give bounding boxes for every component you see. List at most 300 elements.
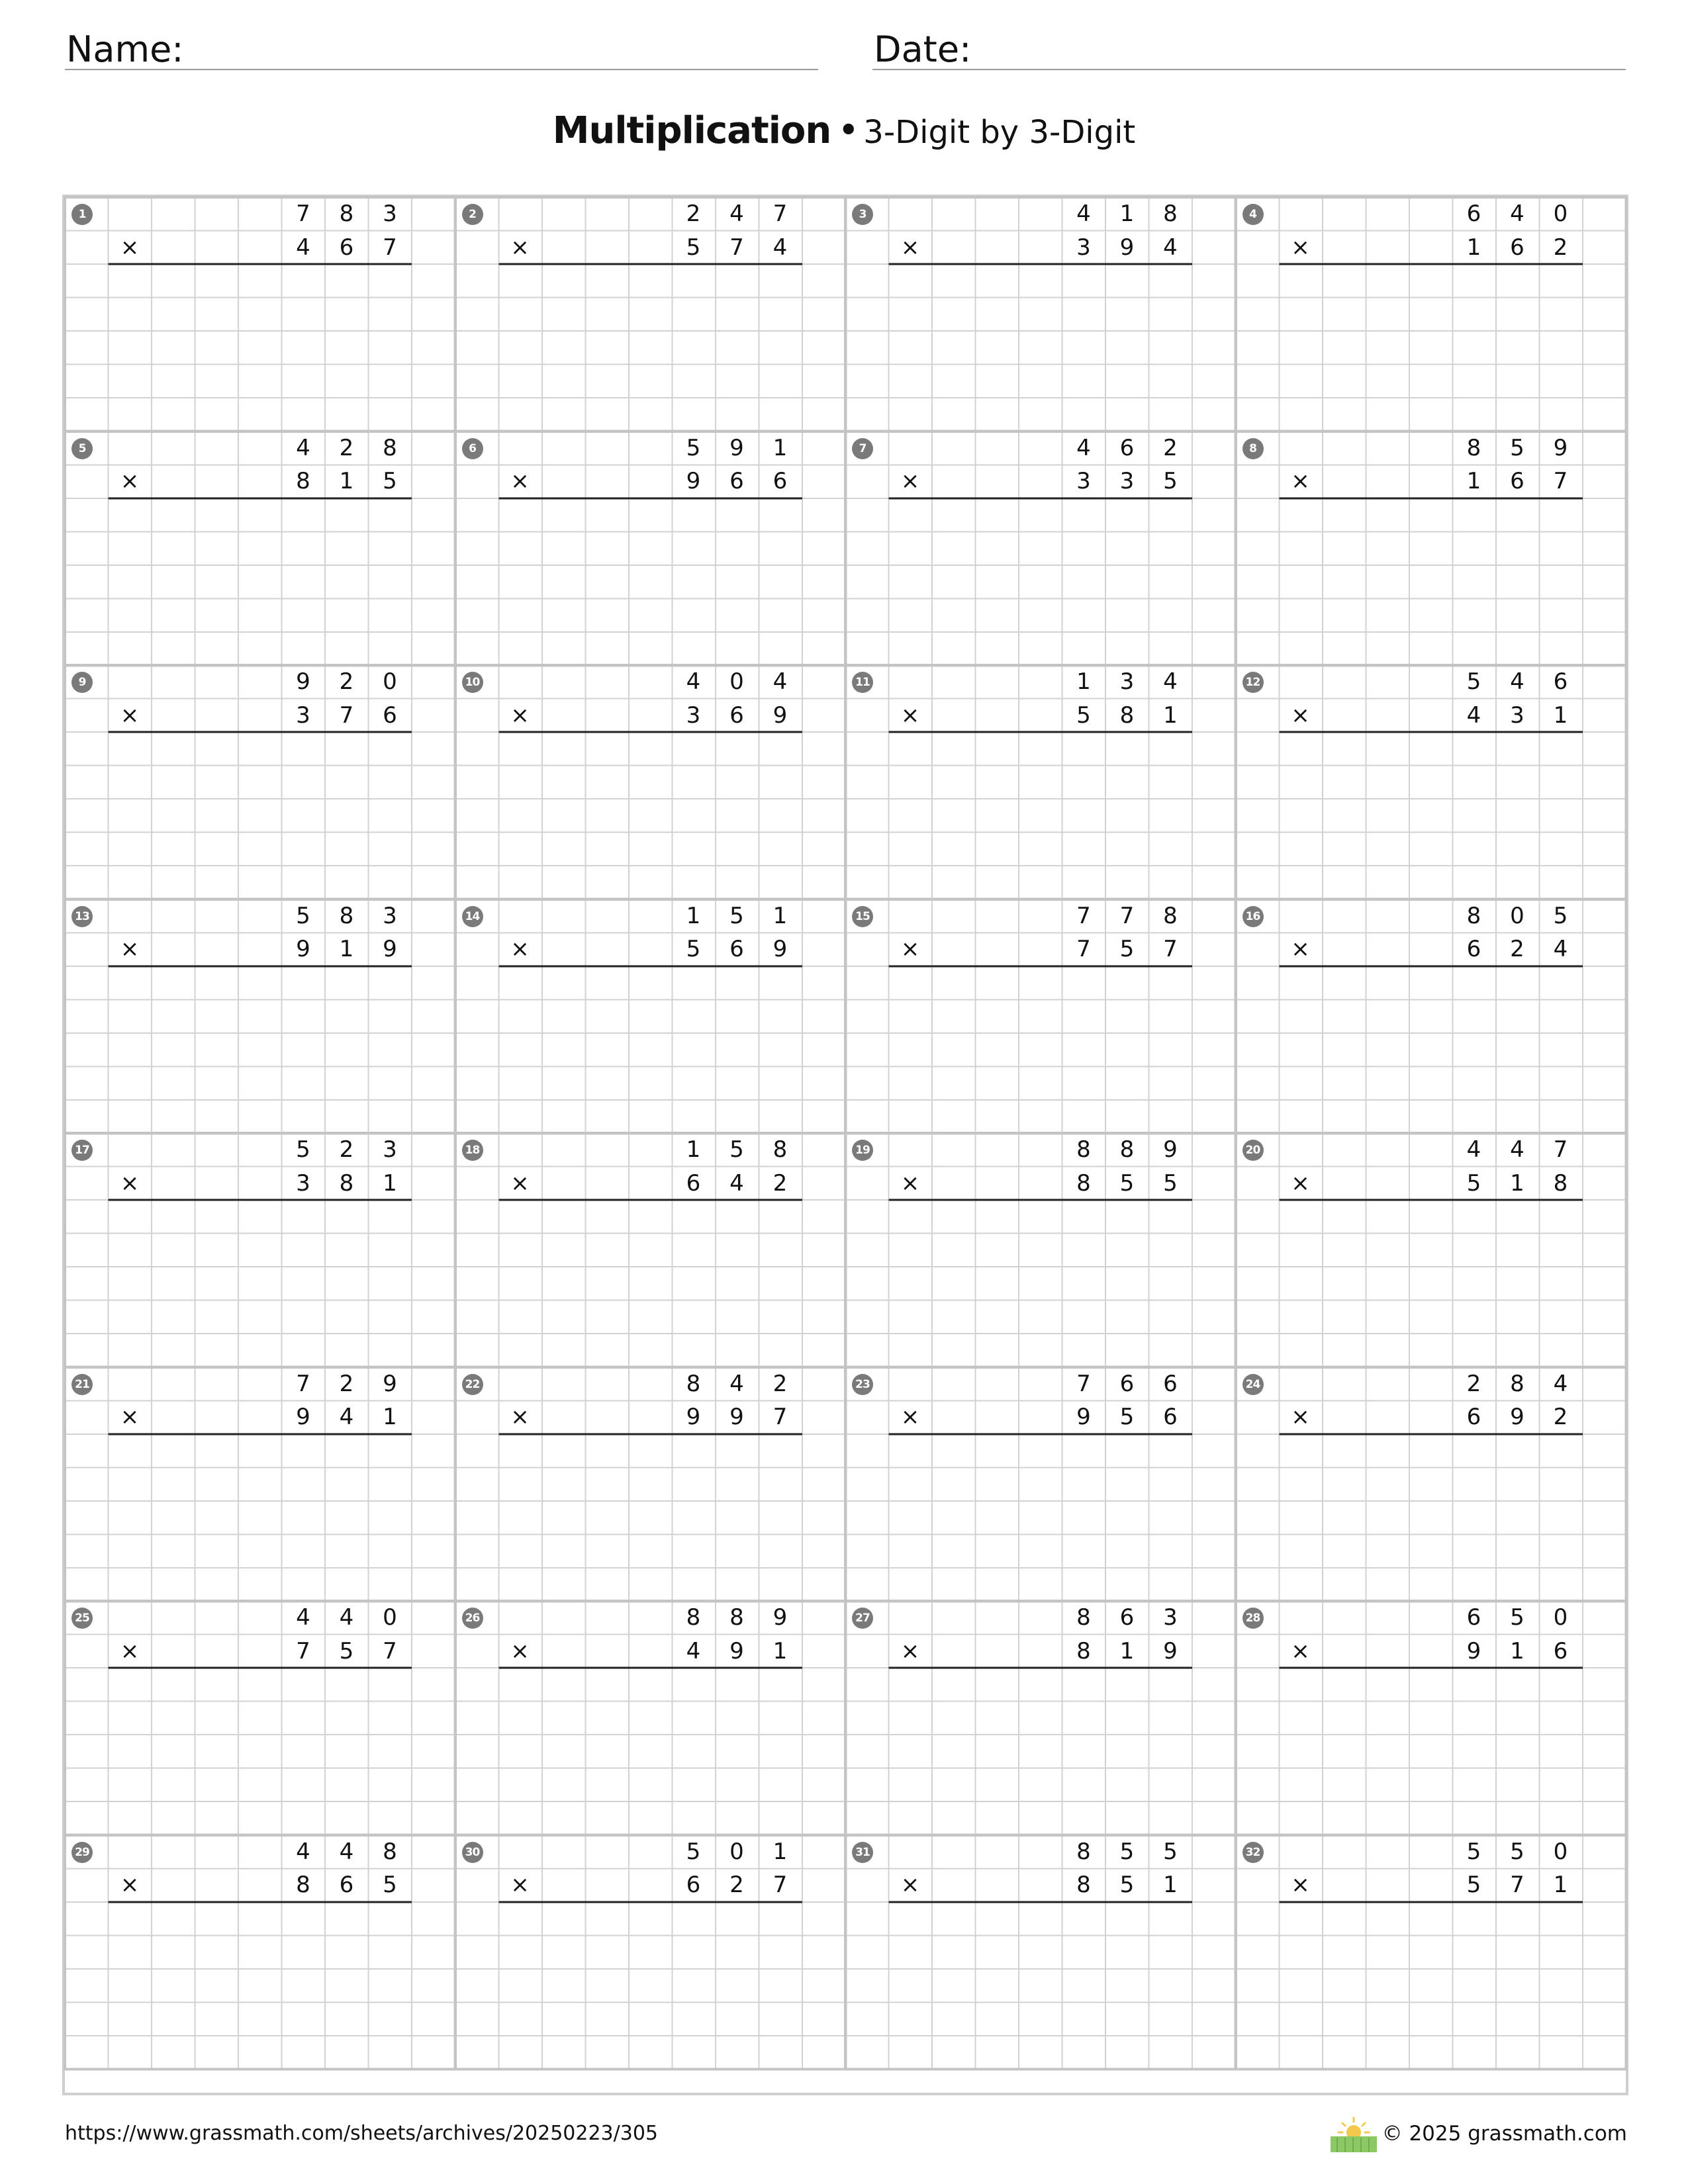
multiplier-digit: 6 — [1466, 1404, 1481, 1430]
multiplicand-digit: 4 — [1510, 1136, 1524, 1163]
answer-workspace[interactable] — [109, 732, 412, 899]
multiplier-digit: 1 — [1466, 234, 1481, 261]
multiply-sign: × — [120, 468, 140, 494]
answer-workspace[interactable] — [889, 966, 1193, 1134]
multiplier-digit: 6 — [1163, 1404, 1178, 1430]
answer-workspace[interactable] — [109, 1200, 412, 1367]
problem-number-badge: 14 — [462, 906, 483, 927]
multiply-sign: × — [1291, 468, 1310, 494]
multiplier-digit: 7 — [296, 1637, 310, 1664]
worksheet-title — [0, 105, 1688, 159]
problem-20 — [1236, 1133, 1626, 1367]
multiplier-digit: 6 — [1510, 234, 1524, 261]
answer-workspace[interactable] — [889, 1434, 1193, 1602]
multiplicand-digit: 0 — [1553, 1838, 1568, 1865]
multiply-sign: × — [510, 1169, 530, 1197]
title-separator: • — [837, 109, 860, 152]
multiplier-digit: 7 — [773, 1404, 788, 1430]
multiply-sign: × — [900, 936, 920, 962]
multiplier-digit: 3 — [296, 1169, 310, 1197]
multiplicand-digit: 0 — [383, 1604, 397, 1631]
multiplicand-digit: 8 — [1510, 1370, 1524, 1397]
multiplier-digit: 6 — [1553, 1637, 1568, 1664]
problem-number-badge: 32 — [1243, 1842, 1264, 1863]
multiplier-digit: 2 — [1510, 936, 1524, 962]
multiply-sign: × — [1291, 1872, 1310, 1898]
multiplier-digit: 5 — [1466, 1872, 1481, 1898]
multiplier-digit: 1 — [1553, 1872, 1568, 1898]
multiplicand-digit: 2 — [773, 1370, 788, 1397]
multiplicand-digit: 8 — [773, 1136, 788, 1163]
multiplier-digit: 5 — [1163, 1169, 1178, 1197]
problem-32 — [1236, 1835, 1626, 2070]
problem-number-badge: 25 — [71, 1608, 93, 1629]
multiplier-digit: 8 — [296, 1872, 310, 1898]
multiplicand-digit: 9 — [1553, 434, 1568, 461]
multiplicand-digit: 4 — [1510, 201, 1524, 227]
answer-workspace[interactable] — [889, 1200, 1193, 1367]
multiplier-digit: 1 — [1510, 1637, 1524, 1664]
problem-number-badge: 2 — [462, 204, 483, 225]
problem-number-badge: 11 — [852, 672, 873, 693]
multiplier-digit: 5 — [383, 1872, 397, 1898]
multiplicand-digit: 6 — [1466, 201, 1481, 227]
name-field[interactable] — [65, 26, 818, 70]
answer-workspace[interactable] — [1279, 498, 1583, 666]
problem-30 — [455, 1835, 846, 2070]
multiplicand-digit: 7 — [296, 1370, 310, 1397]
multiplier-digit: 9 — [296, 936, 310, 962]
multiplier-digit: 9 — [1119, 234, 1135, 261]
problem-21 — [65, 1367, 455, 1602]
answer-workspace[interactable] — [109, 1668, 412, 1835]
multiplier-digit: 4 — [339, 1404, 354, 1430]
multiplier-digit: 1 — [383, 1169, 397, 1197]
multiplicand-digit: 5 — [1510, 1838, 1524, 1865]
multiplicand-digit: 5 — [729, 1136, 744, 1163]
problem-number-badge: 8 — [1243, 438, 1264, 459]
multiplier-digit: 1 — [1163, 702, 1178, 729]
answer-workspace[interactable] — [1279, 1200, 1583, 1367]
multiplicand-digit: 4 — [1510, 668, 1524, 695]
multiplicand-digit: 4 — [1466, 1136, 1481, 1163]
answer-workspace[interactable] — [1279, 1902, 1583, 2070]
multiplier-digit: 7 — [1553, 468, 1568, 494]
multiplicand-digit: 3 — [383, 1136, 397, 1163]
multiplicand-digit: 8 — [686, 1604, 701, 1631]
answer-workspace[interactable] — [109, 498, 412, 666]
problem-29 — [65, 1835, 455, 2070]
problem-number-badge: 5 — [71, 438, 93, 459]
multiplicand-digit: 8 — [1163, 902, 1178, 929]
date-label: Date: — [874, 28, 972, 70]
problem-6 — [455, 432, 846, 666]
multiplier-digit: 3 — [296, 702, 310, 729]
answer-workspace[interactable] — [498, 966, 802, 1134]
problem-number-badge: 4 — [1243, 204, 1264, 225]
multiplier-digit: 8 — [1553, 1169, 1568, 1197]
problem-13 — [65, 899, 455, 1134]
multiplier-digit: 6 — [383, 702, 397, 729]
problem-number-badge: 22 — [462, 1374, 483, 1395]
answer-workspace[interactable] — [109, 966, 412, 1134]
answer-workspace[interactable] — [1279, 264, 1583, 432]
problem-25 — [65, 1601, 455, 1835]
multiplicand-digit: 8 — [1076, 1604, 1091, 1631]
multiply-sign: × — [900, 702, 920, 729]
multiply-sign: × — [1291, 702, 1310, 729]
multiplier-digit: 8 — [296, 468, 310, 494]
multiplier-digit: 4 — [1466, 702, 1481, 729]
multiplier-digit: 3 — [1510, 702, 1524, 729]
multiplier-digit: 1 — [1163, 1872, 1178, 1898]
problem-number-badge: 17 — [71, 1140, 93, 1161]
multiplicand-digit: 6 — [1553, 668, 1568, 695]
multiplier-digit: 7 — [729, 234, 744, 261]
answer-workspace[interactable] — [889, 1668, 1193, 1835]
multiplicand-digit: 5 — [1119, 1838, 1135, 1865]
title-main: Multiplication — [552, 109, 831, 152]
multiplier-digit: 5 — [686, 936, 701, 962]
multiplicand-digit: 8 — [1076, 1136, 1091, 1163]
multiply-sign: × — [900, 1404, 920, 1430]
multiplicand-digit: 5 — [1163, 1838, 1178, 1865]
multiplier-digit: 1 — [1466, 468, 1481, 494]
answer-workspace[interactable] — [498, 1902, 802, 2070]
multiplicand-digit: 1 — [773, 1838, 788, 1865]
problem-9 — [65, 665, 455, 899]
multiplicand-digit: 7 — [296, 201, 310, 227]
multiplicand-digit: 4 — [729, 201, 744, 227]
multiplicand-digit: 6 — [1119, 434, 1135, 461]
multiplicand-digit: 4 — [339, 1604, 354, 1631]
answer-workspace[interactable] — [498, 1200, 802, 1367]
multiplier-digit: 2 — [1553, 234, 1568, 261]
multiplicand-digit: 4 — [773, 668, 788, 695]
problem-19 — [845, 1133, 1236, 1367]
multiplicand-digit: 4 — [339, 1838, 354, 1865]
date-field[interactable] — [872, 26, 1626, 70]
multiplicand-digit: 8 — [729, 1604, 744, 1631]
multiplier-digit: 5 — [1163, 468, 1178, 494]
multiplicand-digit: 9 — [1163, 1136, 1178, 1163]
multiplicand-digit: 3 — [1163, 1604, 1178, 1631]
problem-24 — [1236, 1367, 1626, 1602]
multiplicand-digit: 5 — [686, 1838, 701, 1865]
multiplier-digit: 7 — [383, 1637, 397, 1664]
problem-number-badge: 3 — [852, 204, 873, 225]
multiply-sign: × — [1291, 1169, 1310, 1197]
multiplier-digit: 5 — [1466, 1169, 1481, 1197]
multiplicand-digit: 4 — [1076, 201, 1091, 227]
multiplicand-digit: 7 — [1553, 1136, 1568, 1163]
multiplier-digit: 9 — [729, 1637, 744, 1664]
multiplier-digit: 5 — [686, 234, 701, 261]
problem-number-badge: 12 — [1243, 672, 1264, 693]
multiplier-digit: 1 — [773, 1637, 788, 1664]
multiplier-digit: 9 — [686, 468, 701, 494]
problem-17 — [65, 1133, 455, 1367]
multiplicand-digit: 4 — [296, 434, 310, 461]
answer-workspace[interactable] — [889, 498, 1193, 666]
problem-8 — [1236, 432, 1626, 666]
multiplicand-digit: 4 — [686, 668, 701, 695]
problem-number-badge: 23 — [852, 1374, 873, 1395]
multiplicand-digit: 2 — [1163, 434, 1178, 461]
multiplier-digit: 9 — [1466, 1637, 1481, 1664]
multiply-sign: × — [120, 1404, 140, 1430]
answer-workspace[interactable] — [498, 264, 802, 432]
multiply-sign: × — [510, 234, 530, 261]
multiplicand-digit: 2 — [339, 1136, 354, 1163]
problem-number-badge: 20 — [1243, 1140, 1264, 1161]
multiplicand-digit: 3 — [1119, 668, 1135, 695]
multiplicand-digit: 4 — [296, 1604, 310, 1631]
multiplicand-digit: 0 — [1510, 902, 1524, 929]
multiplier-digit: 5 — [1119, 936, 1135, 962]
multiply-sign: × — [120, 936, 140, 962]
problem-10 — [455, 665, 846, 899]
multiplier-digit: 6 — [773, 468, 788, 494]
multiplier-digit: 6 — [729, 936, 744, 962]
multiplier-digit: 5 — [1119, 1872, 1135, 1898]
multiplicand-digit: 6 — [1119, 1604, 1135, 1631]
multiplicand-digit: 4 — [1076, 434, 1091, 461]
multiplier-digit: 4 — [296, 234, 310, 261]
problem-number-badge: 28 — [1243, 1608, 1264, 1629]
multiplier-digit: 4 — [686, 1637, 701, 1664]
problem-number-badge: 30 — [462, 1842, 483, 1863]
problem-number-badge: 15 — [852, 906, 873, 927]
multiplicand-digit: 3 — [383, 902, 397, 929]
multiplier-digit: 9 — [1076, 1404, 1091, 1430]
multiplicand-digit: 5 — [686, 434, 701, 461]
problem-16 — [1236, 899, 1626, 1134]
multiplier-digit: 1 — [1553, 702, 1568, 729]
multiply-sign: × — [120, 702, 140, 729]
multiplicand-digit: 7 — [1119, 902, 1135, 929]
multiplicand-digit: 5 — [296, 1136, 310, 1163]
multiply-sign: × — [900, 1872, 920, 1898]
multiplicand-digit: 3 — [383, 201, 397, 227]
multiplicand-digit: 5 — [729, 902, 744, 929]
multiplier-digit: 6 — [686, 1872, 701, 1898]
multiplicand-digit: 8 — [686, 1370, 701, 1397]
multiply-sign: × — [1291, 936, 1310, 962]
answer-workspace[interactable] — [1279, 966, 1583, 1134]
problem-5 — [65, 432, 455, 666]
multiplier-digit: 5 — [1119, 1169, 1135, 1197]
multiplicand-digit: 2 — [1466, 1370, 1481, 1397]
multiplier-digit: 7 — [773, 1872, 788, 1898]
problem-12 — [1236, 665, 1626, 899]
multiplier-digit: 6 — [339, 234, 354, 261]
multiply-sign: × — [1291, 234, 1310, 261]
problem-22 — [455, 1367, 846, 1602]
multiplicand-digit: 7 — [1076, 902, 1091, 929]
multiplicand-digit: 5 — [296, 902, 310, 929]
multiply-sign: × — [120, 1872, 140, 1898]
multiplier-digit: 5 — [1119, 1404, 1135, 1430]
multiply-sign: × — [510, 1637, 530, 1664]
multiplier-digit: 8 — [1076, 1637, 1091, 1664]
multiplicand-digit: 1 — [1119, 201, 1135, 227]
multiplier-digit: 8 — [339, 1169, 354, 1197]
multiply-sign: × — [120, 1169, 140, 1197]
problem-14 — [455, 899, 846, 1134]
multiplicand-digit: 9 — [729, 434, 744, 461]
problem-2 — [455, 197, 846, 432]
grassmath-logo-icon — [1329, 2115, 1378, 2154]
multiplicand-digit: 1 — [686, 902, 701, 929]
multiplicand-digit: 1 — [773, 434, 788, 461]
multiplicand-digit: 9 — [296, 668, 310, 695]
problem-number-badge: 26 — [462, 1608, 483, 1629]
answer-workspace[interactable] — [1279, 1668, 1583, 1835]
multiplicand-digit: 0 — [383, 668, 397, 695]
multiplier-digit: 4 — [1163, 234, 1178, 261]
multiplier-digit: 9 — [773, 936, 788, 962]
multiply-sign: × — [510, 702, 530, 729]
problem-27 — [845, 1601, 1236, 1835]
answer-workspace[interactable] — [109, 1434, 412, 1602]
multiplicand-digit: 6 — [1466, 1604, 1481, 1631]
answer-workspace[interactable] — [889, 1902, 1193, 2070]
multiplier-digit: 1 — [1119, 1637, 1135, 1664]
multiply-sign: × — [1291, 1637, 1310, 1664]
problem-number-badge: 27 — [852, 1608, 873, 1629]
multiplier-digit: 4 — [729, 1169, 744, 1197]
multiplier-digit: 3 — [1076, 234, 1091, 261]
multiplicand-digit: 0 — [1553, 1604, 1568, 1631]
problem-number-badge: 10 — [462, 672, 483, 693]
problem-number-badge: 1 — [71, 204, 93, 225]
multiplier-digit: 8 — [1076, 1872, 1091, 1898]
multiplier-digit: 1 — [339, 468, 354, 494]
multiplicand-digit: 4 — [1163, 668, 1178, 695]
multiplier-digit: 1 — [339, 936, 354, 962]
multiplicand-digit: 8 — [1076, 1838, 1091, 1865]
answer-workspace[interactable] — [109, 264, 412, 432]
multiplicand-digit: 1 — [1076, 668, 1091, 695]
multiplier-digit: 9 — [686, 1404, 701, 1430]
multiply-sign: × — [120, 234, 140, 261]
multiplier-digit: 5 — [339, 1637, 354, 1664]
problem-18 — [455, 1133, 846, 1367]
multiplicand-digit: 1 — [686, 1136, 701, 1163]
problem-number-badge: 19 — [852, 1140, 873, 1161]
multiplier-digit: 6 — [1466, 936, 1481, 962]
multiplier-digit: 9 — [729, 1404, 744, 1430]
problem-7 — [845, 432, 1236, 666]
multiplicand-digit: 2 — [339, 1370, 354, 1397]
answer-workspace[interactable] — [498, 732, 802, 899]
multiplier-digit: 7 — [383, 234, 397, 261]
multiplicand-digit: 7 — [773, 201, 788, 227]
answer-workspace[interactable] — [498, 1434, 802, 1602]
problem-number-badge: 31 — [852, 1842, 873, 1863]
multiplicand-digit: 5 — [1510, 434, 1524, 461]
answer-workspace[interactable] — [109, 1902, 412, 2070]
answer-workspace[interactable] — [1279, 732, 1583, 899]
multiplicand-digit: 8 — [339, 201, 354, 227]
multiplier-digit: 3 — [1119, 468, 1135, 494]
problem-1 — [65, 197, 455, 432]
multiplicand-digit: 0 — [729, 1838, 744, 1865]
multiplier-digit: 6 — [339, 1872, 354, 1898]
multiplicand-digit: 8 — [1466, 434, 1481, 461]
problem-11 — [845, 665, 1236, 899]
multiplier-digit: 9 — [383, 936, 397, 962]
problem-28 — [1236, 1601, 1626, 1835]
multiplicand-digit: 4 — [1553, 1370, 1568, 1397]
answer-workspace[interactable] — [889, 264, 1193, 432]
problem-23 — [845, 1367, 1236, 1602]
multiply-sign: × — [900, 1169, 920, 1197]
multiplicand-digit: 6 — [1119, 1370, 1135, 1397]
multiplicand-digit: 8 — [1163, 201, 1178, 227]
multiplier-digit: 6 — [1510, 468, 1524, 494]
multiply-sign: × — [900, 234, 920, 261]
multiply-sign: × — [900, 1637, 920, 1664]
multiplier-digit: 9 — [1510, 1404, 1524, 1430]
problem-number-badge: 6 — [462, 438, 483, 459]
multiplicand-digit: 6 — [1163, 1370, 1178, 1397]
multiplicand-digit: 1 — [773, 902, 788, 929]
multiplicand-digit: 2 — [339, 668, 354, 695]
problem-number-badge: 24 — [1243, 1374, 1264, 1395]
multiplicand-digit: 2 — [339, 434, 354, 461]
answer-workspace[interactable] — [1279, 1434, 1583, 1602]
multiplicand-digit: 8 — [1466, 902, 1481, 929]
footer-url: https://www.grassmath.com/sheets/archives/20250223/305 — [65, 2122, 659, 2145]
problem-26 — [455, 1601, 846, 1835]
multiplicand-digit: 2 — [686, 201, 701, 227]
multiplier-digit: 5 — [383, 468, 397, 494]
multiplier-digit: 7 — [339, 702, 354, 729]
multiplier-digit: 5 — [1076, 702, 1091, 729]
multiplicand-digit: 5 — [1466, 1838, 1481, 1865]
multiplier-digit: 2 — [729, 1872, 744, 1898]
multiplier-digit: 6 — [686, 1169, 701, 1197]
answer-workspace[interactable] — [498, 1668, 802, 1835]
multiplier-digit: 1 — [383, 1404, 397, 1430]
multiplicand-digit: 0 — [1553, 201, 1568, 227]
problem-31 — [845, 1835, 1236, 2070]
problem-number-badge: 13 — [71, 906, 93, 927]
multiply-sign: × — [900, 468, 920, 494]
multiplier-digit: 7 — [1163, 936, 1178, 962]
problem-15 — [845, 899, 1236, 1134]
multiplier-digit: 3 — [1076, 468, 1091, 494]
multiplier-digit: 4 — [1553, 936, 1568, 962]
problem-3 — [845, 197, 1236, 432]
multiplier-digit: 8 — [1076, 1169, 1091, 1197]
multiplicand-digit: 0 — [729, 668, 744, 695]
answer-workspace[interactable] — [889, 732, 1193, 899]
multiplier-digit: 9 — [1163, 1637, 1178, 1664]
problem-grid — [65, 197, 1626, 2093]
problem-number-badge: 29 — [71, 1842, 93, 1863]
multiplicand-digit: 8 — [383, 1838, 397, 1865]
multiplier-digit: 4 — [773, 234, 788, 261]
problem-number-badge: 21 — [71, 1374, 93, 1395]
multiplier-digit: 7 — [1510, 1872, 1524, 1898]
answer-workspace[interactable] — [498, 498, 802, 666]
multiplicand-digit: 5 — [1466, 668, 1481, 695]
multiply-sign: × — [510, 1872, 530, 1898]
multiply-sign: × — [510, 468, 530, 494]
